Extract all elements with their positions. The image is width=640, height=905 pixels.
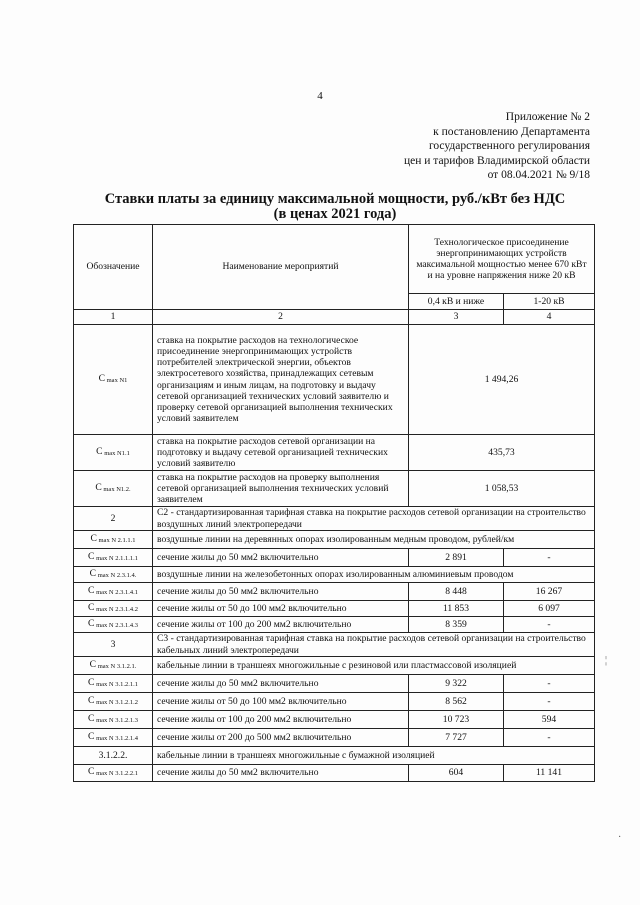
table-row [74, 601, 595, 617]
row-designation: 3.1.2.2. [74, 747, 153, 765]
row-designation [74, 675, 153, 693]
table-row [74, 693, 595, 711]
designation-symbol: C [90, 532, 97, 544]
header-row [74, 225, 595, 294]
rate-value-low: 7 727 [409, 729, 504, 747]
table-row [74, 507, 595, 531]
designation-symbol: C [88, 550, 95, 562]
row-designation [74, 711, 153, 729]
designation-subscript: max N 2.3.1.4. [96, 571, 137, 579]
row-designation: 2 [74, 507, 153, 531]
rate-value: 1 494,26 [409, 325, 595, 435]
designation-subscript: max N 2.3.1.4.1 [94, 588, 138, 596]
rate-value-low: 604 [409, 765, 504, 782]
rate-value-low: 8 562 [409, 693, 504, 711]
row-designation [74, 435, 153, 471]
row-designation [74, 583, 153, 601]
section-title: C3 - стандартизированная тарифная ставка на покрытие расходов сетевой организации на строительство кабельных линий электропередачи [153, 633, 595, 657]
designation-subscript: max N 3.1.2.1.4 [94, 734, 138, 742]
designation-symbol: C [88, 766, 95, 778]
rate-value-low: 10 723 [409, 711, 504, 729]
row-designation [74, 325, 153, 435]
table-row [74, 729, 595, 747]
table-row [74, 567, 595, 583]
designation-subscript: max N 3.1.2.1.3 [94, 716, 138, 724]
row-name: воздушные линии на деревянных опорах изолированным медным проводом, рублей/км [153, 531, 595, 549]
designation-subscript: max N 3.1.2.2.1 [94, 770, 138, 778]
document-title [60, 192, 610, 222]
appendix-line: цен и тарифов Владимирской области [403, 154, 590, 167]
rate-value-mid: - [504, 729, 595, 747]
rate-value-mid: - [504, 617, 595, 633]
designation-subscript: max N1 [105, 376, 128, 384]
row-designation [74, 531, 153, 549]
designation-symbol: C [98, 372, 105, 384]
header-name: Наименование мероприятий [153, 225, 409, 310]
designation-subscript: max N 3.1.2.1. [96, 662, 137, 670]
rate-value: 435,73 [409, 435, 595, 471]
row-designation [74, 601, 153, 617]
row-name: сечение жилы от 100 до 200 мм2 включительно [153, 711, 409, 729]
designation-subscript: max N 2.3.1.4.3 [94, 621, 138, 629]
row-name: ставка на покрытие расходов на технологическое присоединение энергопринимающих устройств потребителей электрической энергии, объектов электросетевого хозяйства, принадлежащих сетевым организациям и иным лицам, на подготовку и выдачу сетевой организацией технических условий заявителю и проверку сетевой организацией выполнения технических условий заявителем [153, 325, 409, 435]
table-row [74, 747, 595, 765]
table-row [74, 633, 595, 657]
row-designation [74, 567, 153, 583]
row-name: кабельные линии в траншеях многожильные с бумажной изоляцией [153, 747, 595, 765]
designation-subscript: max N1.2. [101, 485, 131, 493]
table-row [74, 657, 595, 675]
row-designation [74, 471, 153, 507]
designation-symbol: C [88, 712, 95, 724]
row-designation [74, 549, 153, 567]
row-name: сечение жилы до 50 мм2 включительно [153, 583, 409, 601]
header-mid-voltage: 1-20 кВ [504, 294, 595, 310]
row-name: кабельные линии в траншеях многожильные с резиновой или пластмассовой изоляцией [153, 657, 595, 675]
table-row [74, 325, 595, 435]
header-designation: Обозначение [74, 225, 153, 310]
appendix-line: государственного регулирования [428, 140, 590, 153]
row-name: сечение жилы до 50 мм2 включительно [153, 675, 409, 693]
row-designation [74, 657, 153, 675]
column-number-row [74, 310, 595, 325]
rate-value-mid: 16 267 [504, 583, 595, 601]
designation-symbol: C [89, 658, 97, 670]
designation-symbol: C [95, 481, 102, 493]
table-row [74, 711, 595, 729]
row-designation [74, 693, 153, 711]
rate-value-mid: - [504, 549, 595, 567]
rate-value: 1 058,53 [409, 471, 595, 507]
rate-value-mid: - [504, 675, 595, 693]
row-name: ставка на покрытие расходов на проверку выполнения сетевой организацией выполнения технических условий заявителем [153, 471, 409, 507]
title-line: Ставки платы за единицу максимальной мощности, руб./кВт без НДС [104, 191, 566, 207]
designation-symbol: C [96, 445, 103, 457]
rate-value-low: 9 322 [409, 675, 504, 693]
header-low-voltage: 0,4 кВ и ниже [409, 294, 504, 310]
designation-subscript: max N 3.1.2.1.1 [94, 680, 138, 688]
row-name: сечение жилы от 50 до 100 мм2 включительно [153, 693, 409, 711]
column-number: 3 [409, 310, 504, 325]
designation-symbol: C [89, 567, 97, 579]
row-designation: 3 [74, 633, 153, 657]
column-number: 1 [74, 310, 153, 325]
row-designation [74, 617, 153, 633]
table-row [74, 617, 595, 633]
table-row [74, 549, 595, 567]
row-name: ставка на покрытие расходов сетевой организации на подготовку и выдачу сетевой организацией технических условий заявителю [153, 435, 409, 471]
table-row [74, 765, 595, 782]
title-line: (в ценах 2021 года) [273, 206, 397, 222]
rate-value-low: 2 891 [409, 549, 504, 567]
rates-table [73, 224, 595, 782]
table-row [74, 471, 595, 507]
table-row [74, 675, 595, 693]
rate-value-mid: 594 [504, 711, 595, 729]
rates-table-body [74, 225, 595, 782]
margin-mark: · [618, 832, 622, 843]
page-number: 4 [317, 90, 323, 102]
appendix-header [370, 110, 590, 183]
designation-subscript: max N 2.3.1.4.2 [94, 605, 138, 613]
appendix-line: Приложение № 2 [505, 111, 590, 123]
rate-value-mid: - [504, 693, 595, 711]
table-row [74, 435, 595, 471]
designation-subscript: max N 2.1.1.1 [96, 536, 136, 544]
margin-mark: ¦ [605, 655, 608, 666]
designation-symbol: C [88, 694, 95, 706]
row-designation [74, 765, 153, 782]
row-name: сечение жилы до 50 мм2 включительно [153, 765, 409, 782]
rate-value-mid: 11 141 [504, 765, 595, 782]
header-tech: Технологическое присоединение энергопринимающих устройств максимальной мощностью менее 670 кВт и на уровне напряжения ниже 20 кВ [409, 225, 595, 294]
rate-value-mid: 6 097 [504, 601, 595, 617]
designation-symbol: C [88, 601, 95, 613]
column-number: 2 [153, 310, 409, 325]
rate-value-low: 8 359 [409, 617, 504, 633]
table-row [74, 583, 595, 601]
designation-symbol: C [88, 676, 95, 688]
row-name: сечение жилы до 50 мм2 включительно [153, 549, 409, 567]
section-title: C2 - стандартизированная тарифная ставка на покрытие расходов сетевой организации на строительство воздушных линий электропередачи [153, 507, 595, 531]
designation-subscript: max N1.1 [102, 449, 130, 457]
table-row [74, 531, 595, 549]
designation-subscript: max N 3.1.2.1.2 [94, 698, 138, 706]
row-name: сечение жилы от 50 до 100 мм2 включительно [153, 601, 409, 617]
rate-value-low: 8 448 [409, 583, 504, 601]
designation-symbol: C [88, 584, 95, 596]
row-name: воздушные линии на железобетонных опорах изолированным алюминиевым проводом [153, 567, 595, 583]
row-designation [74, 729, 153, 747]
designation-subscript: max N 2.1.1.1.1 [94, 554, 138, 562]
designation-symbol: C [88, 730, 95, 742]
rate-value-low: 11 853 [409, 601, 504, 617]
designation-symbol: C [88, 617, 95, 629]
appendix-line: от 08.04.2021 № 9/18 [487, 169, 590, 182]
appendix-line: к постановлению Департамента [433, 125, 590, 138]
row-name: сечение жилы от 100 до 200 мм2 включительно [153, 617, 409, 633]
column-number: 4 [504, 310, 595, 325]
row-name: сечение жилы от 200 до 500 мм2 включительно [153, 729, 409, 747]
